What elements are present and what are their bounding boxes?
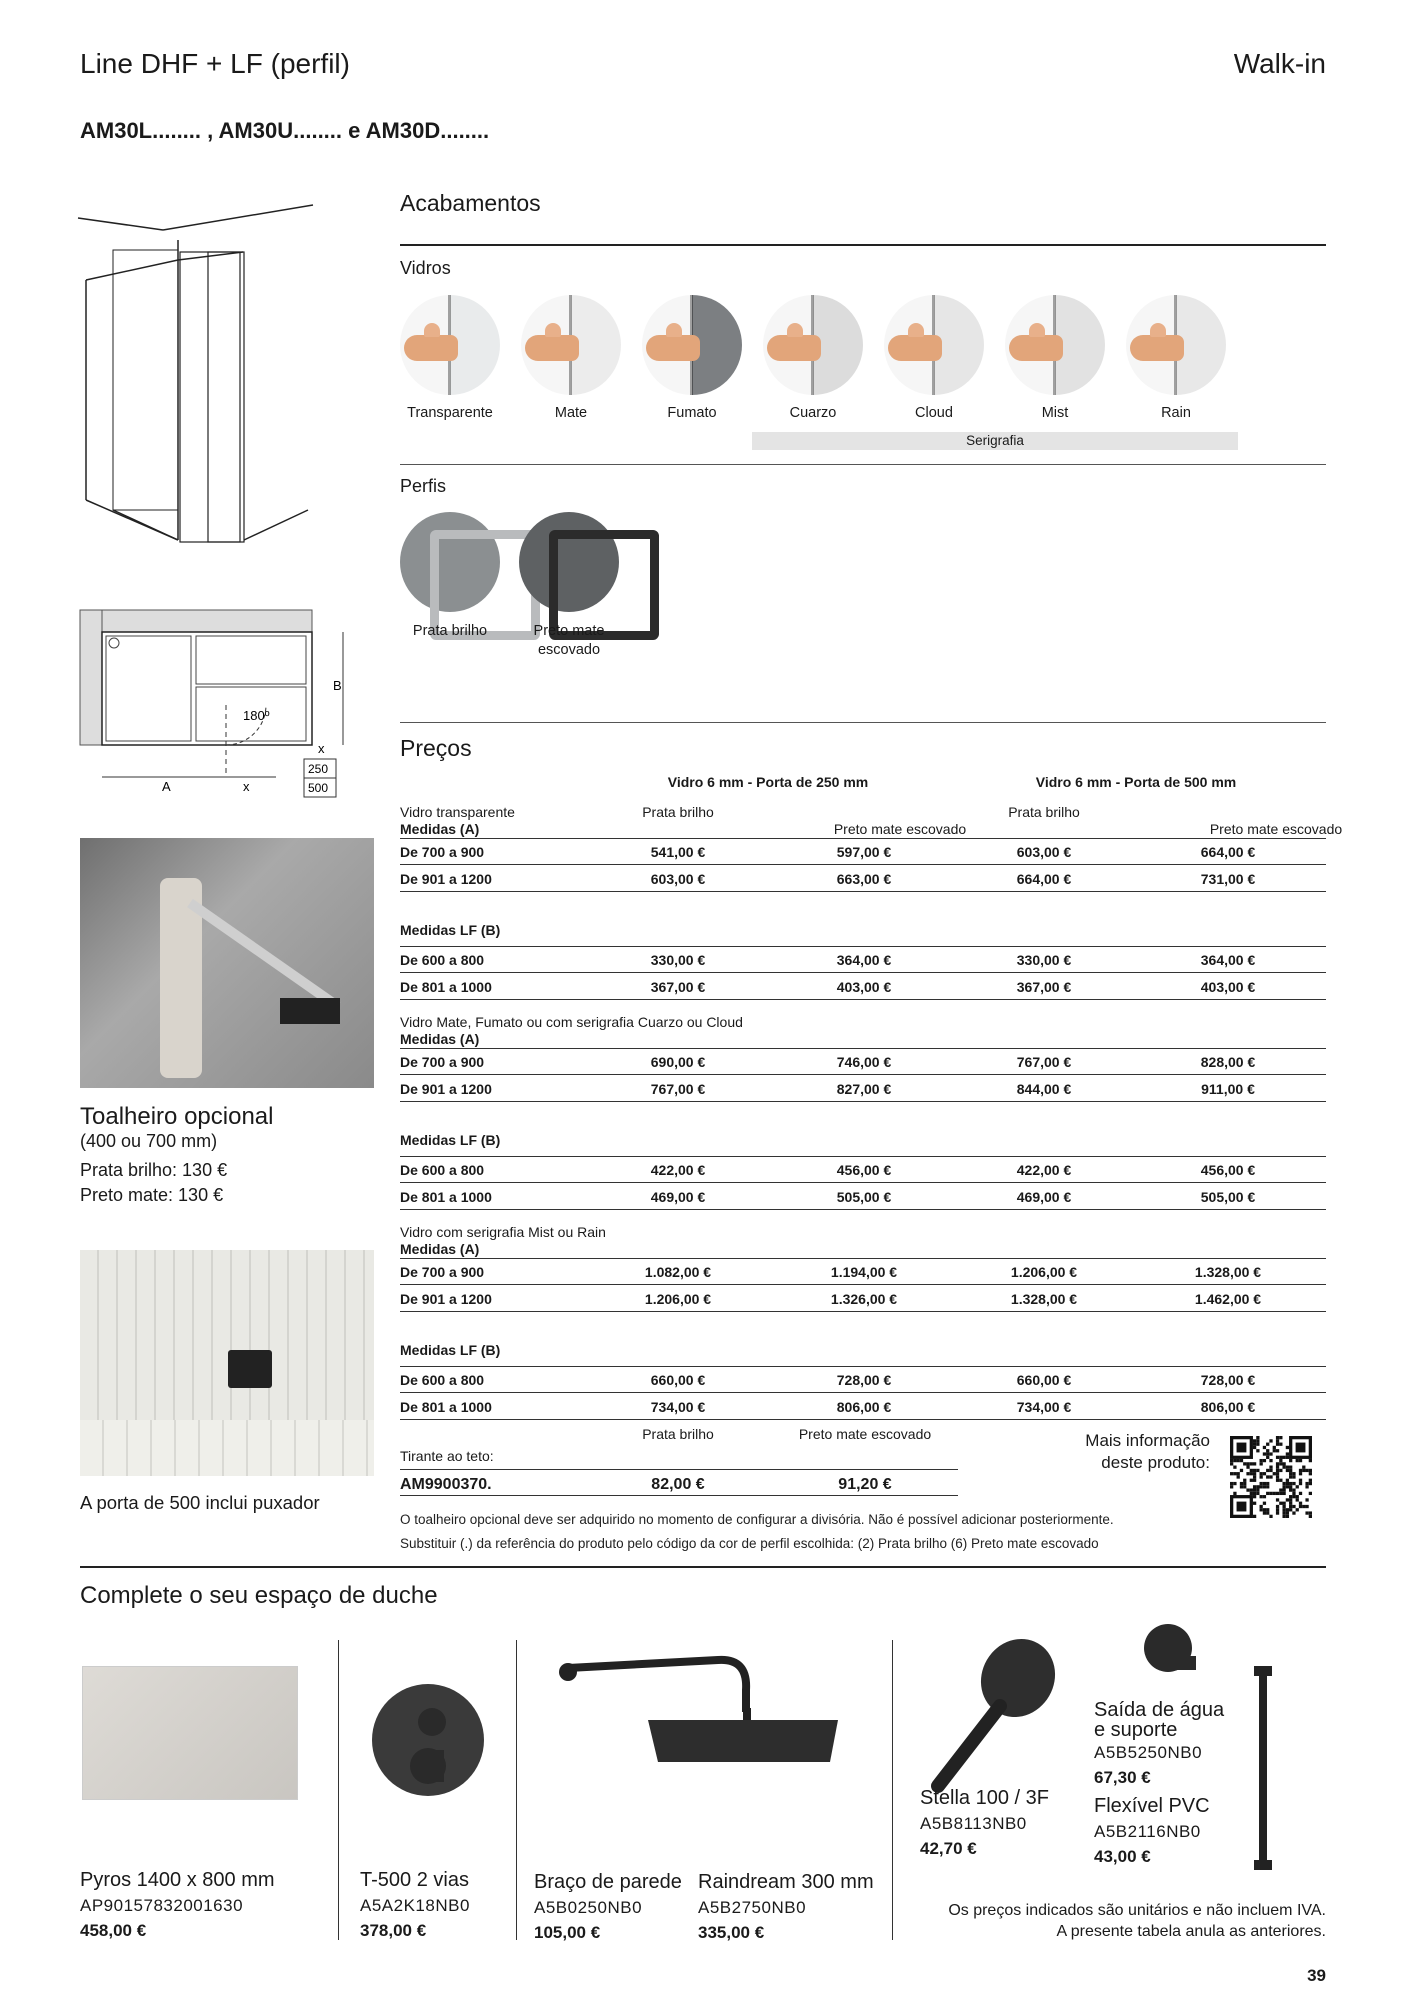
price-cell: 664,00 € <box>1200 844 1256 860</box>
price-cell: 469,00 € <box>1016 1189 1072 1205</box>
price-group-header <box>400 804 515 838</box>
measure-range: De 700 a 900 <box>400 844 485 860</box>
price-row <box>400 1393 1326 1420</box>
group-glass-type: Vidro com serigrafia Mist ou Rain <box>400 1224 606 1240</box>
measure-range: De 901 a 1200 <box>400 871 492 887</box>
product-price: 67,30 € <box>1094 1768 1151 1787</box>
price-cell: 734,00 € <box>650 1399 706 1415</box>
measure-range: De 901 a 1200 <box>400 1081 492 1097</box>
wall-arm-and-head-image <box>548 1640 868 1780</box>
product-card <box>1094 1700 1234 1790</box>
glass-swatch-rain[interactable] <box>1126 295 1226 395</box>
price-cell: 597,00 € <box>836 844 892 860</box>
group-measure: Medidas LF (B) <box>400 922 501 938</box>
tie-rod-col-matte: Preto mate escovado <box>798 1426 932 1442</box>
price-row <box>400 1183 1326 1210</box>
dim-x-key: x <box>318 741 325 756</box>
dim-b-label: B <box>333 678 342 693</box>
towel-rail-price-bright: Prata brilho: 130 € <box>80 1160 228 1180</box>
product-card <box>360 1868 470 1943</box>
product-name: Braço de parede <box>534 1871 682 1893</box>
price-cell: 367,00 € <box>1016 979 1072 995</box>
price-row <box>400 838 1326 865</box>
price-row <box>400 1075 1326 1102</box>
price-cell: 603,00 € <box>1016 844 1072 860</box>
price-cell: 731,00 € <box>1200 871 1256 887</box>
price-cell: 456,00 € <box>836 1162 892 1178</box>
price-cell: 660,00 € <box>1016 1372 1072 1388</box>
price-cell: 663,00 € <box>836 871 892 887</box>
product-card <box>1094 1794 1210 1869</box>
towel-rail-price-matte: Preto mate: 130 € <box>80 1185 224 1205</box>
price-cell: 541,00 € <box>650 844 706 860</box>
price-cell: 1.082,00 € <box>644 1264 712 1280</box>
shower-tray-image <box>82 1666 298 1800</box>
profile-label: Preto mate escovado <box>533 623 605 658</box>
price-row <box>400 946 1326 973</box>
glass-label: Fumato <box>667 405 717 421</box>
glass-swatch-mist[interactable] <box>1005 295 1105 395</box>
price-cell: 660,00 € <box>650 1372 706 1388</box>
product-name: Stella 100 / 3F <box>920 1787 1049 1809</box>
profiles-title: Perfis <box>400 476 447 496</box>
price-table <box>400 772 1343 1512</box>
note-towel-rail: O toalheiro opcional deve ser adquirido no momento de configurar a divisória. Não é possível adicionar posteriormente. <box>400 1512 1114 1527</box>
price-cell: 806,00 € <box>1200 1399 1256 1415</box>
product-price: 105,00 € <box>534 1923 601 1942</box>
group-measure: Medidas (A) <box>400 821 480 837</box>
price-cell: 403,00 € <box>1200 979 1256 995</box>
col-header-matte: Preto mate escovado <box>1209 821 1343 837</box>
product-price: 458,00 € <box>80 1921 147 1940</box>
measure-range: De 700 a 900 <box>400 1264 485 1280</box>
glass-swatch-mate[interactable] <box>521 295 621 395</box>
dim-a-label: A <box>162 779 171 794</box>
door-250-header: Vidro 6 mm - Porta de 250 mm <box>667 774 869 790</box>
price-cell: 330,00 € <box>1016 952 1072 968</box>
water-outlet-image <box>1136 1616 1206 1686</box>
disclaimer-supersedes: A presente tabela anula as anteriores. <box>1056 1923 1326 1940</box>
floor-plan-drawing <box>78 605 342 805</box>
tie-rod-price-matte: 91,20 € <box>838 1476 892 1493</box>
price-cell: 1.206,00 € <box>644 1291 712 1307</box>
price-cell: 422,00 € <box>650 1162 706 1178</box>
product-code: A5B2750NB0 <box>698 1898 807 1917</box>
price-group-header <box>400 922 500 939</box>
glass-swatch-cuarzo[interactable] <box>763 295 863 395</box>
door-500-header: Vidro 6 mm - Porta de 500 mm <box>1035 774 1237 790</box>
price-cell: 364,00 € <box>1200 952 1256 968</box>
price-cell: 364,00 € <box>836 952 892 968</box>
price-cell: 1.462,00 € <box>1194 1291 1262 1307</box>
price-cell: 828,00 € <box>1200 1054 1256 1070</box>
product-price: 335,00 € <box>698 1923 765 1942</box>
profile-label: Prata brilho <box>412 623 488 639</box>
glass-swatch-cloud[interactable] <box>884 295 984 395</box>
price-row <box>400 1366 1326 1393</box>
category-label: Walk-in <box>1233 48 1326 79</box>
product-code: AP90157832001630 <box>80 1896 244 1915</box>
price-cell: 911,00 € <box>1201 1081 1255 1097</box>
glass-swatch-transparente[interactable] <box>400 295 500 395</box>
product-code: A5B5250NB0 <box>1094 1743 1203 1762</box>
measure-range: De 600 a 800 <box>400 1162 485 1178</box>
product-price: 43,00 € <box>1094 1847 1151 1866</box>
price-cell: 469,00 € <box>650 1189 706 1205</box>
price-row <box>400 1156 1326 1183</box>
glass-title: Vidros <box>400 258 451 278</box>
page-title: Line DHF + LF (perfil) <box>80 48 350 79</box>
price-row <box>400 973 1326 1000</box>
price-cell: 734,00 € <box>1016 1399 1072 1415</box>
product-code: A5A2K18NB0 <box>360 1896 470 1915</box>
glass-label: Mist <box>1041 405 1069 421</box>
tie-rod-code: AM9900370. <box>400 1476 492 1493</box>
towel-rail-photo <box>80 838 374 1088</box>
product-card <box>80 1868 275 1943</box>
measure-range: De 600 a 800 <box>400 1372 485 1388</box>
product-card <box>534 1870 682 1945</box>
price-cell: 664,00 € <box>1016 871 1072 887</box>
glass-label: Mate <box>554 405 588 421</box>
measure-range: De 801 a 1000 <box>400 979 492 995</box>
price-cell: 690,00 € <box>650 1054 706 1070</box>
product-name: T-500 2 vias <box>360 1869 469 1891</box>
door-angle-label: 180º <box>243 708 270 723</box>
price-cell: 1.326,00 € <box>830 1291 898 1307</box>
measure-range: De 801 a 1000 <box>400 1189 492 1205</box>
group-measure: Medidas LF (B) <box>400 1132 501 1148</box>
price-cell: 827,00 € <box>836 1081 892 1097</box>
handle-caption: A porta de 500 inclui puxador <box>80 1492 320 1513</box>
price-cell: 330,00 € <box>650 952 706 968</box>
product-price: 42,70 € <box>920 1839 977 1858</box>
qr-code[interactable] <box>1230 1436 1312 1518</box>
handle-photo <box>80 1250 374 1476</box>
dim-x-500: 500 <box>308 781 329 795</box>
price-cell: 1.194,00 € <box>830 1264 898 1280</box>
price-cell: 844,00 € <box>1016 1081 1072 1097</box>
towel-rail-sizes: (400 ou 700 mm) <box>80 1131 218 1151</box>
price-cell: 1.328,00 € <box>1194 1264 1262 1280</box>
price-row <box>400 1258 1326 1285</box>
profile-swatch-silver[interactable] <box>400 512 500 612</box>
col-header-matte: Preto mate escovado <box>833 821 967 837</box>
price-cell: 746,00 € <box>836 1054 892 1070</box>
price-cell: 403,00 € <box>836 979 892 995</box>
measure-range: De 600 a 800 <box>400 952 485 968</box>
price-cell: 422,00 € <box>1016 1162 1072 1178</box>
price-group-header <box>400 1132 500 1149</box>
dim-x-label: x <box>243 779 250 794</box>
page-number: 39 <box>1307 1966 1326 1985</box>
model-references: AM30L........ , AM30U........ e AM30D........ <box>80 118 490 143</box>
price-row <box>400 1285 1326 1312</box>
towel-rail-title: Toalheiro opcional <box>80 1103 274 1130</box>
finishes-title: Acabamentos <box>400 190 541 216</box>
price-row <box>400 1048 1326 1075</box>
measure-range: De 901 a 1200 <box>400 1291 492 1307</box>
complete-title: Complete o seu espaço de duche <box>80 1582 438 1609</box>
product-name: Raindream 300 mm <box>698 1871 874 1893</box>
dim-x-250: 250 <box>308 762 329 776</box>
price-cell: 456,00 € <box>1200 1162 1256 1178</box>
product-code: A5B2116NB0 <box>1094 1822 1201 1841</box>
group-glass-type: Vidro transparente <box>400 804 515 820</box>
disclaimer-vat: Os preços indicados são unitários e não incluem IVA. <box>948 1902 1326 1919</box>
price-cell: 806,00 € <box>836 1399 892 1415</box>
price-group-header <box>400 1224 606 1258</box>
price-cell: 767,00 € <box>650 1081 706 1097</box>
product-name: Pyros 1400 x 800 mm <box>80 1869 275 1891</box>
price-cell: 1.206,00 € <box>1010 1264 1078 1280</box>
product-card <box>698 1870 874 1945</box>
tie-rod-block <box>400 1426 960 1510</box>
product-name: Flexível PVC <box>1094 1795 1210 1817</box>
thermostat-image <box>370 1680 480 1810</box>
price-group-header <box>400 1342 500 1359</box>
price-cell: 603,00 € <box>650 871 706 887</box>
hand-shower-image <box>920 1636 1060 1796</box>
product-name: Saída de água e suporte <box>1094 1699 1225 1741</box>
tie-rod-col-bright: Prata brilho <box>642 1426 714 1442</box>
product-code: A5B8113NB0 <box>920 1814 1027 1833</box>
col-header-bright: Prata brilho <box>642 804 714 820</box>
price-cell: 505,00 € <box>836 1189 892 1205</box>
group-measure: Medidas (A) <box>400 1241 480 1257</box>
price-cell: 728,00 € <box>1200 1372 1256 1388</box>
measure-range: De 801 a 1000 <box>400 1399 492 1415</box>
price-cell: 367,00 € <box>650 979 706 995</box>
glass-label: Transparente <box>407 405 493 421</box>
price-group-header <box>400 1014 743 1048</box>
shower-perspective-drawing <box>78 200 318 550</box>
glass-label: Cuarzo <box>789 405 837 421</box>
price-row <box>400 865 1326 892</box>
price-cell: 505,00 € <box>1200 1189 1256 1205</box>
group-measure: Medidas LF (B) <box>400 1342 501 1358</box>
flexible-hose-image <box>1248 1664 1278 1874</box>
product-card <box>920 1786 1049 1861</box>
profile-swatch-black[interactable] <box>519 512 619 612</box>
glass-swatch-fumato[interactable] <box>642 295 742 395</box>
price-cell: 767,00 € <box>1016 1054 1072 1070</box>
col-header-bright: Prata brilho <box>1008 804 1080 820</box>
product-code: A5B0250NB0 <box>534 1898 643 1917</box>
group-measure: Medidas (A) <box>400 1031 480 1047</box>
glass-label: Rain <box>1161 405 1191 421</box>
measure-range: De 700 a 900 <box>400 1054 485 1070</box>
more-info-label: Mais informação deste produto: <box>1085 1431 1210 1472</box>
price-cell: 1.328,00 € <box>1010 1291 1078 1307</box>
tie-rod-price-bright: 82,00 € <box>651 1476 705 1493</box>
tie-rod-label: Tirante ao teto: <box>400 1448 494 1464</box>
glass-label: Cloud <box>915 405 953 421</box>
note-reference: Substituir (.) da referência do produto pelo código da cor de perfil escolhida: (2) Prata brilho (6) Preto mate escovado <box>400 1536 1099 1551</box>
price-cell: 728,00 € <box>836 1372 892 1388</box>
prices-title: Preços <box>400 735 472 761</box>
group-glass-type: Vidro Mate, Fumato ou com serigrafia Cuarzo ou Cloud <box>400 1014 743 1030</box>
product-price: 378,00 € <box>360 1921 427 1940</box>
serigraphy-bar: Serigrafia <box>752 432 1238 450</box>
